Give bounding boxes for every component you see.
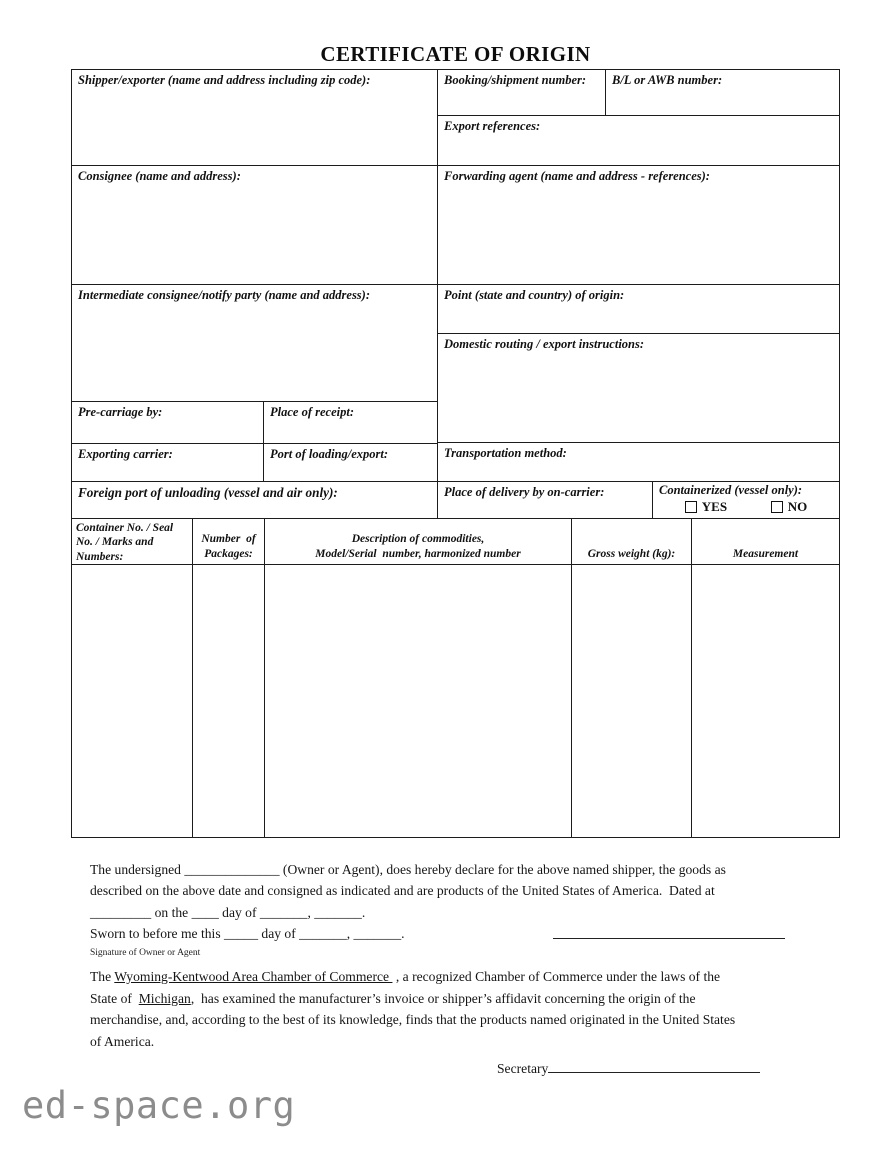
forwarding-agent-cell[interactable] bbox=[437, 165, 840, 285]
chamber-line-1-pre: The bbox=[90, 969, 115, 984]
export-references-label: Export references: bbox=[444, 119, 541, 133]
chamber-line-2 bbox=[90, 988, 800, 1010]
declaration-line-1: The undersigned ______________ (Owner or Agent), does hereby declare for the above named shipper, the goods as bbox=[90, 862, 726, 877]
transportation-method-cell[interactable] bbox=[437, 442, 840, 482]
declaration-line-3: _________ on the ____ day of _______, _______. bbox=[90, 904, 366, 920]
signature-caption: Signature of Owner or Agent bbox=[90, 947, 201, 958]
no-label: NO bbox=[787, 498, 808, 514]
header-number-of-packages bbox=[192, 518, 265, 565]
chamber-line-1-post: , a recognized Chamber of Commerce under the laws of the bbox=[392, 969, 721, 984]
intermediate-consignee-label: Intermediate consignee/notify party (name and address): bbox=[78, 288, 370, 302]
chamber-line-3: merchandise, and, according to the best of its knowledge, finds that the products named originated in the United States bbox=[90, 1012, 736, 1028]
chamber-statement-section bbox=[90, 966, 800, 1080]
state-name: Michigan bbox=[138, 990, 191, 1006]
header-line: Packages: bbox=[204, 547, 253, 560]
foreign-port-cell[interactable] bbox=[71, 481, 438, 519]
body-measurement-cell[interactable] bbox=[691, 564, 840, 838]
port-of-loading-label: Port of loading/export: bbox=[270, 447, 389, 461]
booking-shipment-number-cell[interactable] bbox=[437, 69, 606, 116]
header-line: Numbers: bbox=[76, 550, 124, 563]
body-gross-weight-cell[interactable] bbox=[571, 564, 692, 838]
containerized-options bbox=[653, 499, 839, 515]
shipper-exporter-cell[interactable] bbox=[71, 69, 438, 166]
consignee-cell[interactable] bbox=[71, 165, 438, 285]
declaration-line-4: Sworn to before me this _____ day of _______, _______. bbox=[90, 926, 405, 942]
secretary-label: Secretary bbox=[497, 1061, 549, 1077]
intermediate-consignee-cell[interactable] bbox=[71, 284, 438, 402]
place-of-receipt-cell[interactable] bbox=[263, 401, 438, 444]
shipper-exporter-label: Shipper/exporter (name and address including zip code): bbox=[78, 73, 371, 87]
domestic-routing-label: Domestic routing / export instructions: bbox=[444, 337, 645, 351]
chamber-name: Wyoming-Kentwood Area Chamber of Commerce bbox=[114, 969, 393, 984]
header-line: Measurement bbox=[732, 547, 799, 560]
yes-label: YES bbox=[701, 498, 728, 514]
transportation-method-label: Transportation method: bbox=[444, 446, 567, 460]
certificate-form-table bbox=[71, 69, 840, 838]
place-of-receipt-label: Place of receipt: bbox=[270, 405, 354, 419]
port-of-loading-cell[interactable] bbox=[263, 443, 438, 482]
pre-carriage-label: Pre-carriage by: bbox=[78, 405, 163, 419]
containerized-cell bbox=[652, 481, 840, 519]
header-description bbox=[264, 518, 572, 565]
header-measurement bbox=[691, 518, 840, 565]
chamber-line-2-post: , has examined the manufacturer’s invoice or shipper’s affidavit concerning the origin of the bbox=[190, 990, 696, 1006]
yes-option[interactable] bbox=[685, 499, 727, 515]
booking-shipment-number-label: Booking/shipment number: bbox=[444, 73, 587, 87]
chamber-line-4: of America. bbox=[90, 1033, 155, 1049]
export-references-cell[interactable] bbox=[437, 115, 840, 166]
bl-awb-number-label: B/L or AWB number: bbox=[612, 73, 723, 87]
secretary-row bbox=[90, 1058, 800, 1080]
no-option[interactable] bbox=[771, 499, 808, 515]
place-of-delivery-label: Place of delivery by on-carrier: bbox=[444, 485, 605, 499]
owner-signature-line[interactable] bbox=[553, 925, 785, 939]
watermark-text: ed-space.org bbox=[22, 1084, 296, 1127]
forwarding-agent-label: Forwarding agent (name and address - references): bbox=[444, 169, 710, 183]
header-line: Description of commodities, bbox=[351, 533, 485, 546]
header-line: Number of bbox=[201, 533, 256, 546]
body-container-numbers-cell[interactable] bbox=[71, 564, 193, 838]
header-gross-weight bbox=[571, 518, 692, 565]
page-title: CERTIFICATE OF ORIGIN bbox=[320, 42, 591, 66]
chamber-line-1 bbox=[90, 966, 800, 988]
body-description-cell[interactable] bbox=[264, 564, 572, 838]
yes-checkbox[interactable] bbox=[685, 501, 697, 513]
header-line: Gross weight (kg): bbox=[587, 547, 676, 560]
exporting-carrier-label: Exporting carrier: bbox=[78, 447, 173, 461]
domestic-routing-cell[interactable] bbox=[437, 333, 840, 443]
place-of-delivery-cell[interactable] bbox=[437, 481, 653, 519]
header-line: No. / Marks and bbox=[76, 536, 154, 549]
exporting-carrier-cell[interactable] bbox=[71, 443, 264, 482]
no-checkbox[interactable] bbox=[771, 501, 783, 513]
header-container-numbers bbox=[71, 518, 193, 565]
point-of-origin-label: Point (state and country) of origin: bbox=[444, 288, 625, 302]
pre-carriage-cell[interactable] bbox=[71, 401, 264, 444]
header-line: Container No. / Seal bbox=[76, 522, 174, 534]
chamber-line-2-pre: State of bbox=[90, 990, 139, 1006]
secretary-signature-line[interactable] bbox=[548, 1060, 760, 1073]
consignee-label: Consignee (name and address): bbox=[78, 169, 241, 183]
declaration-line-2: described on the above date and consigned as indicated and are products of the United States of America. Dated at bbox=[90, 883, 715, 899]
point-of-origin-cell[interactable] bbox=[437, 284, 840, 334]
containerized-label: Containerized (vessel only): bbox=[659, 483, 803, 497]
header-line: Model/Serial number, harmonized number bbox=[315, 547, 521, 560]
body-packages-cell[interactable] bbox=[192, 564, 265, 838]
bl-awb-number-cell[interactable] bbox=[605, 69, 840, 116]
declaration-section bbox=[90, 859, 800, 960]
foreign-port-label: Foreign port of unloading (vessel and air only): bbox=[78, 485, 338, 500]
